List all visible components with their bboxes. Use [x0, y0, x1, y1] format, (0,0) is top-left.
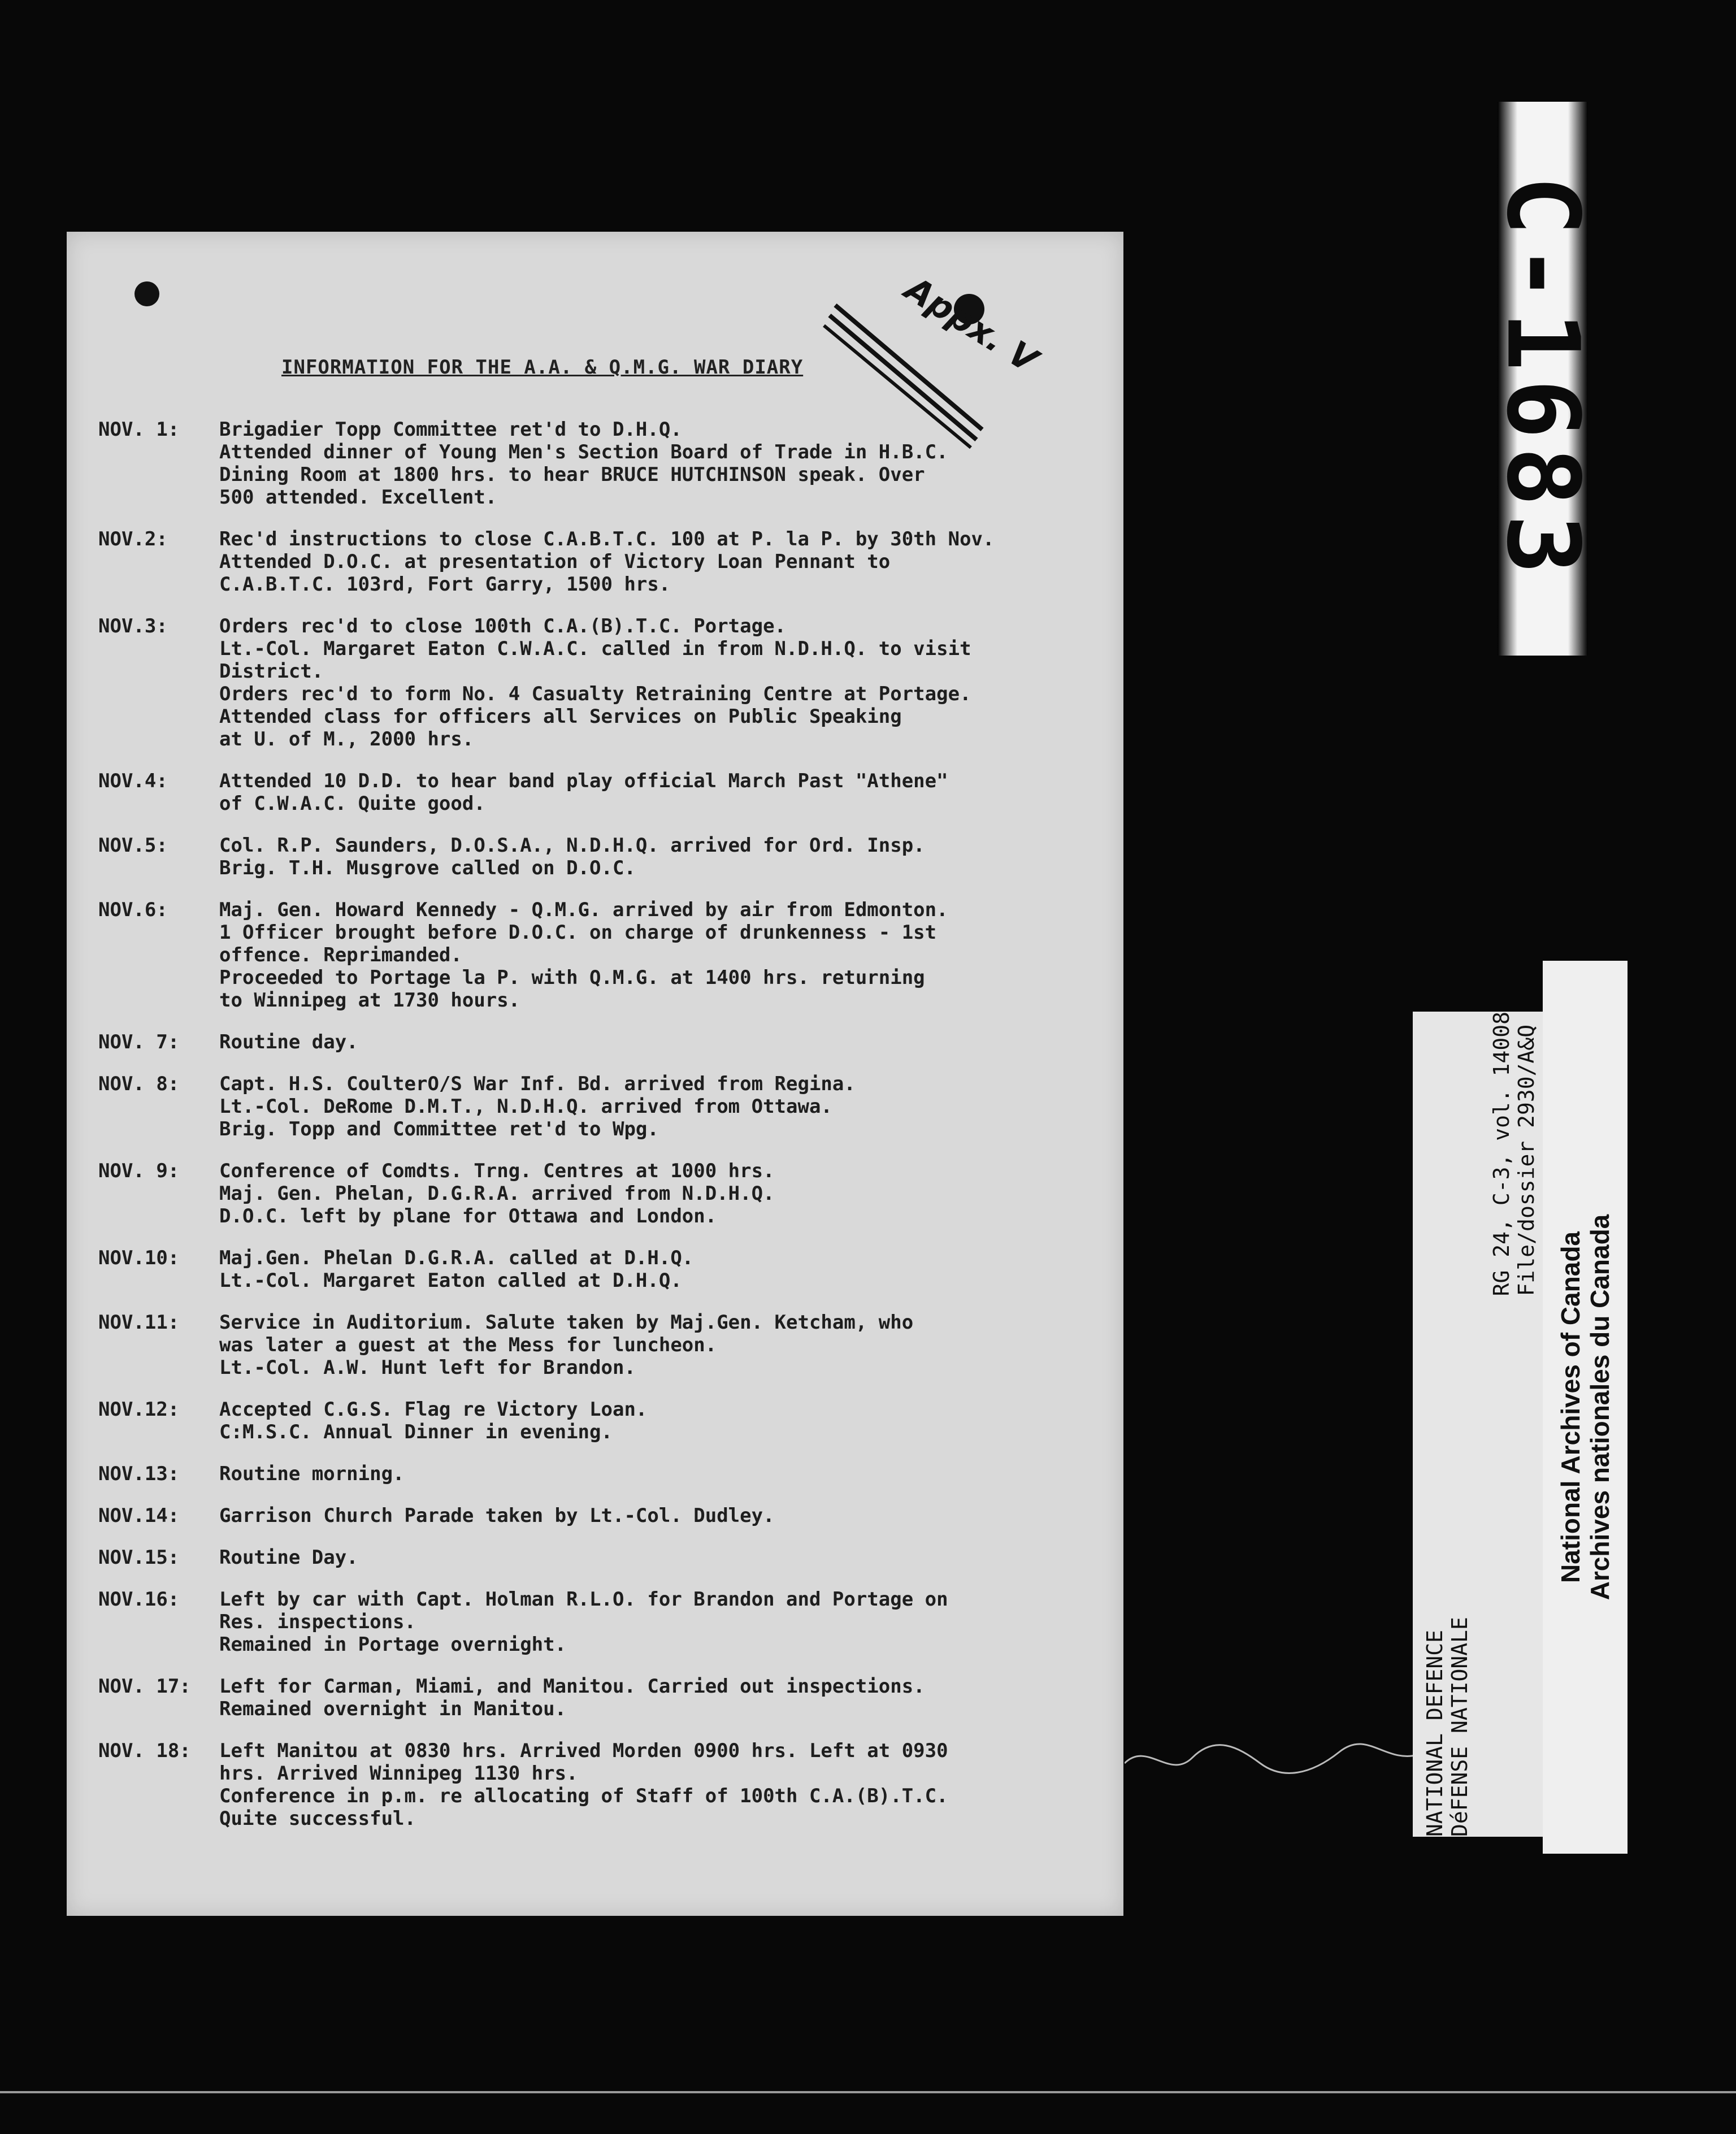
- diary-entry: [98, 1398, 1110, 1443]
- entry-date: NOV.16:: [98, 1588, 180, 1611]
- reference-label: [1413, 1012, 1543, 1837]
- reference-text: RG 24, C-3, vol. 14008: [1489, 1012, 1514, 1296]
- archives-label: [1543, 961, 1628, 1854]
- entry-date: NOV.3:: [98, 615, 168, 637]
- archives-name-fr: Archives nationales du Canada: [1585, 1214, 1615, 1600]
- entry-line: Proceeded to Portage la P. with Q.M.G. at 1400 hrs. returning: [219, 966, 925, 989]
- entry-line: Brigadier Topp Committee ret'd to D.H.Q.: [219, 418, 682, 441]
- entry-line: 500 attended. Excellent.: [219, 486, 497, 509]
- entry-line: Rec'd instructions to close C.A.B.T.C. 100 at P. la P. by 30th Nov.: [219, 528, 995, 550]
- diary-entry: [98, 1546, 1110, 1569]
- punch-hole: [134, 281, 159, 306]
- diary-entries: [98, 418, 1110, 1849]
- entry-line: Service in Auditorium. Salute taken by Maj.Gen. Ketcham, who: [219, 1311, 914, 1334]
- entry-line: Brig. T.H. Musgrove called on D.O.C.: [219, 857, 636, 879]
- diary-entry: [98, 1675, 1110, 1720]
- entry-line: Lt.-Col. Margaret Eaton called at D.H.Q.: [219, 1269, 682, 1292]
- entry-text: [219, 1031, 1110, 1053]
- entry-line: Attended dinner of Young Men's Section Board of Trade in H.B.C.: [219, 441, 948, 463]
- entry-line: Remained overnight in Manitou.: [219, 1698, 567, 1720]
- diary-entry: [98, 1073, 1110, 1140]
- diary-entry: [98, 770, 1110, 815]
- archives-name-en: National Archives of Canada: [1556, 1231, 1585, 1584]
- entry-line: Res. inspections.: [219, 1611, 416, 1633]
- entry-text: [219, 899, 1110, 1012]
- entry-line: Lt.-Col. A.W. Hunt left for Brandon.: [219, 1356, 636, 1379]
- diary-entry: [98, 1160, 1110, 1228]
- entry-line: Left for Carman, Miami, and Manitou. Carried out inspections.: [219, 1675, 925, 1698]
- diary-entry: [98, 834, 1110, 879]
- entry-line: Conference in p.m. re allocating of Staff of 100th C.A.(B).T.C.: [219, 1785, 948, 1807]
- diary-entry: [98, 1311, 1110, 1379]
- entry-line: offence. Reprimanded.: [219, 944, 462, 966]
- entry-line: at U. of M., 2000 hrs.: [219, 728, 474, 751]
- file-text: File/dossier 2930/A&Q: [1514, 1024, 1539, 1296]
- entry-line: Garrison Church Parade taken by Lt.-Col. Dudley.: [219, 1504, 775, 1527]
- entry-date: NOV.6:: [98, 899, 168, 921]
- diary-entry: [98, 418, 1110, 509]
- entry-line: D.O.C. left by plane for Ottawa and London.: [219, 1205, 717, 1228]
- entry-text: [219, 615, 1110, 751]
- entry-text: [219, 1675, 1110, 1720]
- entry-line: Left by car with Capt. Holman R.L.O. for Brandon and Portage on: [219, 1588, 948, 1611]
- entry-text: [219, 1504, 1110, 1527]
- entry-date: NOV. 18:: [98, 1740, 191, 1762]
- entry-date: NOV. 17:: [98, 1675, 191, 1698]
- appendix-mark: Appx. V: [898, 269, 1044, 381]
- entry-line: Orders rec'd to close 100th C.A.(B).T.C. Portage.: [219, 615, 787, 637]
- entry-date: NOV.13:: [98, 1463, 180, 1485]
- entry-line: Conference of Comdts. Trng. Centres at 1000 hrs.: [219, 1160, 775, 1182]
- entry-date: NOV. 8:: [98, 1073, 180, 1095]
- entry-line: Lt.-Col. DeRome D.M.T., N.D.H.Q. arrived from Ottawa.: [219, 1095, 832, 1118]
- entry-line: Maj.Gen. Phelan D.G.R.A. called at D.H.Q.: [219, 1247, 694, 1269]
- diary-entry: [98, 528, 1110, 596]
- entry-text: [219, 1247, 1110, 1292]
- diary-entry: [98, 899, 1110, 1012]
- entry-line: District.: [219, 660, 324, 683]
- microfilm-frame-number: [1485, 102, 1601, 656]
- entry-text: [219, 1073, 1110, 1140]
- entry-text: [219, 418, 1110, 509]
- entry-line: to Winnipeg at 1730 hours.: [219, 989, 520, 1012]
- document-title: INFORMATION FOR THE A.A. & Q.M.G. WAR DIARY: [281, 356, 804, 379]
- entry-line: Attended class for officers all Services on Public Speaking: [219, 705, 902, 728]
- diary-entry: [98, 615, 1110, 751]
- entry-date: NOV. 1:: [98, 418, 180, 441]
- entry-line: was later a guest at the Mess for luncheon.: [219, 1334, 717, 1356]
- diary-entry: [98, 1247, 1110, 1292]
- entry-text: [219, 1398, 1110, 1443]
- entry-date: NOV. 9:: [98, 1160, 180, 1182]
- entry-text: [219, 1463, 1110, 1485]
- diary-entry: [98, 1031, 1110, 1053]
- entry-line: Routine morning.: [219, 1463, 405, 1485]
- entry-date: NOV.14:: [98, 1504, 180, 1527]
- entry-line: Remained in Portage overnight.: [219, 1633, 567, 1656]
- entry-line: Maj. Gen. Phelan, D.G.R.A. arrived from N.D.H.Q.: [219, 1182, 775, 1205]
- entry-line: Quite successful.: [219, 1807, 416, 1830]
- entry-date: NOV.5:: [98, 834, 168, 857]
- entry-line: hrs. Arrived Winnipeg 1130 hrs.: [219, 1762, 578, 1785]
- entry-line: Maj. Gen. Howard Kennedy - Q.M.G. arrived by air from Edmonton.: [219, 899, 948, 921]
- diary-entry: [98, 1504, 1110, 1527]
- entry-text: [219, 1588, 1110, 1656]
- entry-date: NOV.15:: [98, 1546, 180, 1569]
- entry-line: of C.W.A.C. Quite good.: [219, 792, 485, 815]
- entry-line: Attended D.O.C. at presentation of Victory Loan Pennant to: [219, 550, 891, 573]
- entry-text: [219, 528, 1110, 596]
- entry-line: 1 Officer brought before D.O.C. on charge of drunkenness - 1st: [219, 921, 937, 944]
- entry-line: Orders rec'd to form No. 4 Casualty Retraining Centre at Portage.: [219, 683, 971, 705]
- entry-date: NOV.12:: [98, 1398, 180, 1421]
- entry-date: NOV.2:: [98, 528, 168, 550]
- entry-text: [219, 770, 1110, 815]
- entry-date: NOV.10:: [98, 1247, 180, 1269]
- entry-text: [219, 1546, 1110, 1569]
- diary-entry: [98, 1463, 1110, 1485]
- entry-line: C:M.S.C. Annual Dinner in evening.: [219, 1421, 613, 1443]
- entry-date: NOV. 7:: [98, 1031, 180, 1053]
- entry-date: NOV.4:: [98, 770, 168, 792]
- entry-text: [219, 1740, 1110, 1830]
- frame-number-text: C-1683: [1485, 175, 1601, 582]
- entry-text: [219, 1311, 1110, 1379]
- entry-line: Col. R.P. Saunders, D.O.S.A., N.D.H.Q. arrived for Ord. Insp.: [219, 834, 925, 857]
- entry-text: [219, 834, 1110, 879]
- entry-date: NOV.11:: [98, 1311, 180, 1334]
- diary-entry: [98, 1740, 1110, 1830]
- film-edge-line: [0, 2091, 1736, 2093]
- entry-line: Left Manitou at 0830 hrs. Arrived Morden 0900 hrs. Left at 0930: [219, 1740, 948, 1762]
- stray-thread: [1125, 1729, 1418, 1786]
- entry-line: Routine day.: [219, 1031, 358, 1053]
- entry-text: [219, 1160, 1110, 1228]
- department-fr: DéFENSE NATIONALE: [1447, 1617, 1472, 1837]
- entry-line: Attended 10 D.D. to hear band play official March Past "Athene": [219, 770, 948, 792]
- diary-entry: [98, 1588, 1110, 1656]
- entry-line: Brig. Topp and Committee ret'd to Wpg.: [219, 1118, 659, 1140]
- document-page: [67, 232, 1123, 1916]
- entry-line: Lt.-Col. Margaret Eaton C.W.A.C. called in from N.D.H.Q. to visit: [219, 637, 971, 660]
- entry-line: C.A.B.T.C. 103rd, Fort Garry, 1500 hrs.: [219, 573, 671, 596]
- entry-line: Routine Day.: [219, 1546, 358, 1569]
- entry-line: Dining Room at 1800 hrs. to hear BRUCE HUTCHINSON speak. Over: [219, 463, 925, 486]
- department-en: NATIONAL DEFENCE: [1422, 1629, 1447, 1837]
- entry-line: Capt. H.S. CoulterO/S War Inf. Bd. arrived from Regina.: [219, 1073, 856, 1095]
- entry-line: Accepted C.G.S. Flag re Victory Loan.: [219, 1398, 648, 1421]
